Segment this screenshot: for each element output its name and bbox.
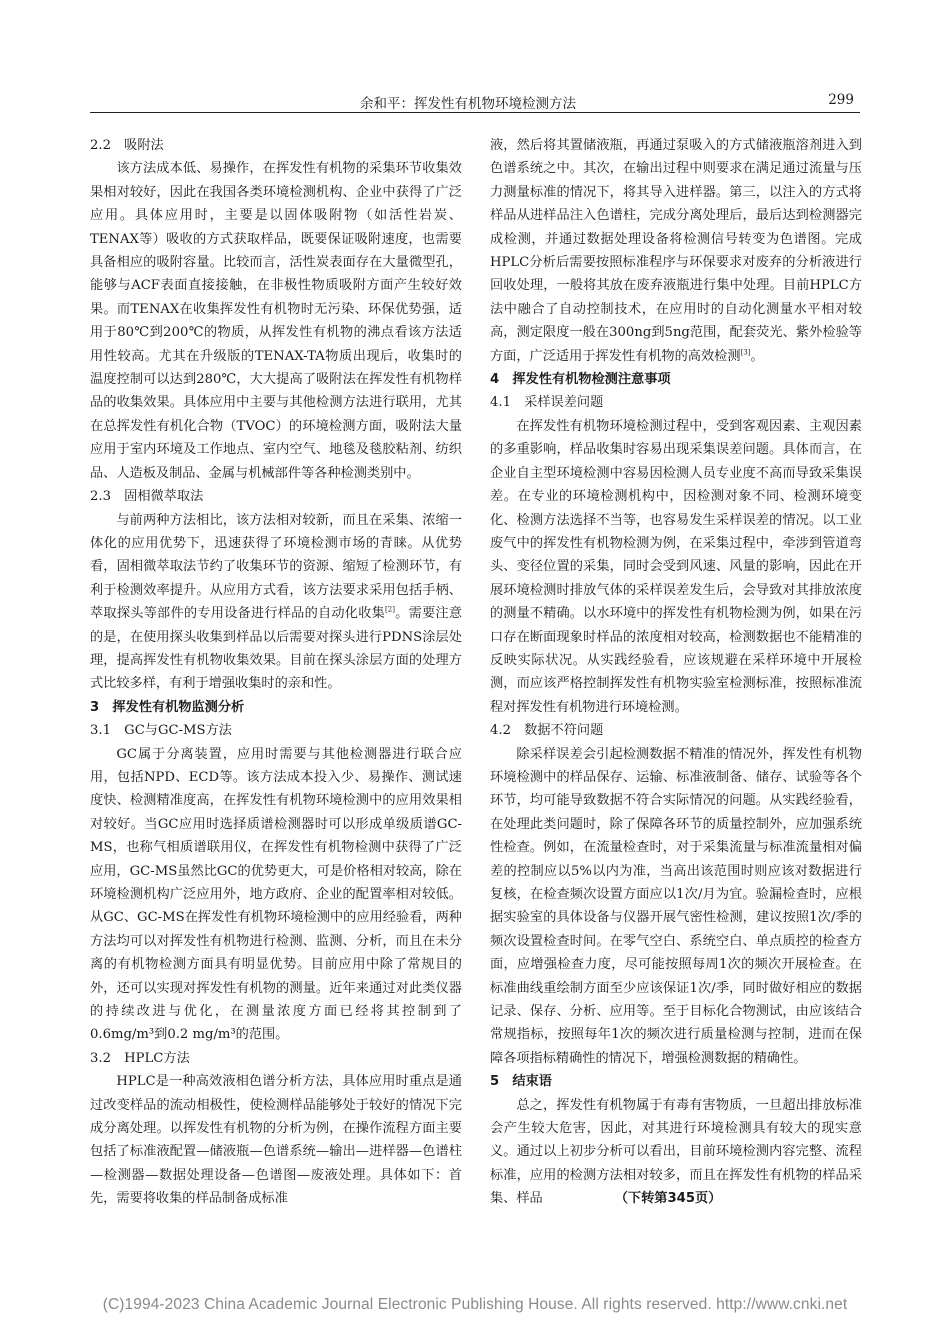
running-header	[90, 90, 860, 113]
section-2-2-paragraph: 该方法成本低、易操作，在挥发性有机物的采集环节收集效果相对较好，因此在我国各类环境检测机构、企业中获得了广泛应用。具体应用时，主要是以固体吸附物（如活性岩炭、TENAX等）吸收的方式获取样品，既要保证吸附速度，也需要具备相应的吸附容量。比较而言，活性炭表面存在大量微型孔，能够与ACF表面直接接触，在非极性物质吸附方面产生较好效果。而TENAX在收集挥发性有机物时无污染、环保优势强，适用于80℃到200℃的物质，从挥发性有机物的沸点看该方法适用性较高。尤其在升级版的TENAX-TA物质出现后，收集时的温度控制可以达到280℃，大大提高了吸附法在挥发性有机物样品的收集效果。具体应用中主要与其他检测方法进行联用，尤其在总挥发性有机化合物（TVOC）的环境检测方面，吸附法大量应用于室内环境及工作地点、室内空气、地毯及毯胶粘剂、纺织品、人造板及制品、金属与机械部件等各种检测类别中。	[90, 161, 462, 481]
section-4-2-heading: 4.2 数据不符问题	[490, 723, 604, 739]
citation-2: [2]	[385, 605, 395, 614]
section-3-1-heading: 3.1 GC与GC-MS方法	[90, 723, 232, 739]
section-4-1-paragraph: 在挥发性有机物环境检测过程中，受到客观因素、主观因素的多重影响，样品收集时容易出现采集误差问题。具体而言，在企业自主型环境检测中容易因检测人员专业度不高而导致采集误差。在专业的环境检测机构中，因检测对象不同、检测环境变化、检测方法选择不当等，也容易发生采样误差的情况。以工业废气中的挥发性有机物检测为例，在采集过程中，牵涉到管道弯头、变径位置的采集，同时会受到风速、风量的影响，因此在开展环境检测时排放气体的采样误差发生后，会导致对其排放浓度的测量不精确。以水环境中的挥发性有机物检测为例，如果在污口存在断面现象时样品的浓度相对较高，检测数据也不能精准的反映实际状况。从实践经验看，应该规避在采样环境中开展检测，而应该严格控制挥发性有机物实验室检测标准，按照标准流程对挥发性有机物进行环境检测。	[490, 418, 862, 715]
citation-3: [3]	[740, 348, 751, 357]
page-number: 299	[828, 92, 854, 108]
section-2-2-heading: 2.2 吸附法	[90, 138, 164, 153]
section-3-2-paragraph: HPLC是一种高效液相色谱分析方法，具体应用时重点是通过改变样品的流动相极性，使检测样品能够处于较好的情况下完成分离处理。以挥发性有机物的分析为例，在操作流程方面主要包括了标准液配置—储液瓶—色谱系统—输出—进样器—色谱柱—检测器—数据处理设备—色谱图—废液处理。具体如下：首先，需要将收集的样品制备成标准	[90, 1074, 462, 1207]
section-5-heading: 5 结束语	[490, 1074, 552, 1090]
section-2-3-heading: 2.3 固相微萃取法	[90, 489, 204, 505]
section-2-3-text-a: 与前两种方法相比，该方法相对较新，而且在采集、浓缩一体化的应用优势下，迅速获得了环境检测市场的青睐。从优势看，固相微萃取法节约了收集环节的资源、缩短了检测环节，有利于检测效率提升。从应用方式看，该方法要求采用包括手柄、萃取探头等部件的专用设备进行样品的自动化收集	[90, 512, 462, 622]
running-title: 余和平：挥发性有机物环境检测方法	[360, 96, 576, 112]
section-4-heading: 4 挥发性有机物检测注意事项	[490, 372, 671, 388]
continued-on-note: （下转第345页）	[614, 1191, 722, 1207]
left-column	[90, 134, 462, 1211]
right-column	[490, 134, 862, 1211]
section-4-1-heading: 4.1 采样误差问题	[490, 395, 604, 411]
section-3-heading: 3 挥发性有机物监测分析	[90, 699, 245, 715]
copyright-footer: (C)1994-2023 China Academic Journal Electronic Publishing House. All rights reserved. http://www.cnki.net	[102, 1296, 848, 1313]
section-3-2-text-end: 。	[750, 348, 764, 364]
section-3-2-heading: 3.2 HPLC方法	[90, 1050, 190, 1066]
section-3-1-paragraph: GC属于分离装置，应用时需要与其他检测器进行联合应用，包括NPD、ECD等。该方法成本投入少、易操作、测试速度快、检测精准度高，在挥发性有机物环境检测中的应用效果相对较好。当GC应用时选择质谱检测器时可以形成单级质谱GC-MS，也称气相质谱联用仪，在挥发性有机物检测中获得了广泛应用，GC-MS虽然比GC的优势更大，可是价格相对较高，除在环境检测机构广泛应用外，地方政府、企业的配置率相对较低。从GC、GC-MS在挥发性有机物环境检测中的应用经验看，两种方法均可以对挥发性有机物进行检测、监测、分析，而且在未分离的有机物检测方面具有明显优势。目前应用中除了常规目的外，还可以实现对挥发性有机物的测量。近年来通过对此类仪器的持续改进与优化，在测量浓度方面已经将其控制到了0.6mg/m³到0.2 mg/m³的范围。	[90, 746, 462, 1043]
section-2-3-paragraph	[90, 509, 462, 696]
section-2-3-text-b: 。需要注意的是，在使用探头收集到样品以后需要对探头进行PDNS涂层处理，提高挥发性有机物收集效果。目前在探头涂层方面的处理方式比较多样，有利于增强收集时的亲和性。	[90, 606, 463, 692]
section-4-2-paragraph: 除采样误差会引起检测数据不精准的情况外，挥发性有机物环境检测中的样品保存、运输、标准液制备、储存、试验等各个环节，均可能导致数据不符合实际情况的问题。从实践经验看，在处理此类问题时，除了保障各环节的质量控制外，应加强系统性检查。例如，在流量检查时，对于采集流量与标准流量相对偏差的控制应以5%以内为准，当高出该范围时则应该对数据进行复核，在检查频次设置方面应以1次/月为宜。验漏检查时，应根据实验室的具体设备与仪器开展气密性检测，建议按照1次/季的频次设置检查时间。在零气空白、系统空白、单点质控的检查方面，应增强检查力度，尽可能按照每周1次的频次开展检查。在标准曲线重绘制方面至少应该保证1次/季，同时做好相应的数据记录、保存、分析、应用等。至于目标化合物测试，由应该结合常规指标，按照每年1次的频次进行质量检测与控制，进而在保障各项指标精确性的情况下，增强检测数据的精确性。	[490, 746, 862, 1066]
section-5-text: 总之，挥发性有机物属于有毒有害物质，一旦超出排放标准会产生较大危害，因此，对其进行环境检测具有较大的现实意义。通过以上初步分析可以看出，目前环境检测内容完整、流程标准，应用的检测方法相对较多，而且在挥发性有机物的样品采集、样品	[490, 1097, 862, 1207]
section-3-2-paragraph-continued	[490, 134, 862, 368]
section-3-2-text-cont: 液，然后将其置储液瓶，再通过泵吸入的方式储液瓶溶剂进入到色谱系统之中。其次，在输出过程中则要求在满足通过流量与压力测量标准的情况下，将其导入进样器。第三，以注入的方式将样品从进样品注入色谱柱，完成分离处理后，最后达到检测器完成检测，并通过数据处理设备将检测信号转变为色谱图。完成HPLC分析后需要按照标准程序与环保要求对废弃的分析液进行回收处理，一般将其放在废弃液瓶进行集中处理。目前HPLC方法中融合了自动控制技术，在应用时的自动化测量水平相对较高，测定限度一般在300ng到5ng范围，配套荧光、紫外检验等方面，广泛适用于挥发性有机物的高效检测	[490, 138, 862, 364]
section-5-paragraph	[490, 1094, 862, 1211]
